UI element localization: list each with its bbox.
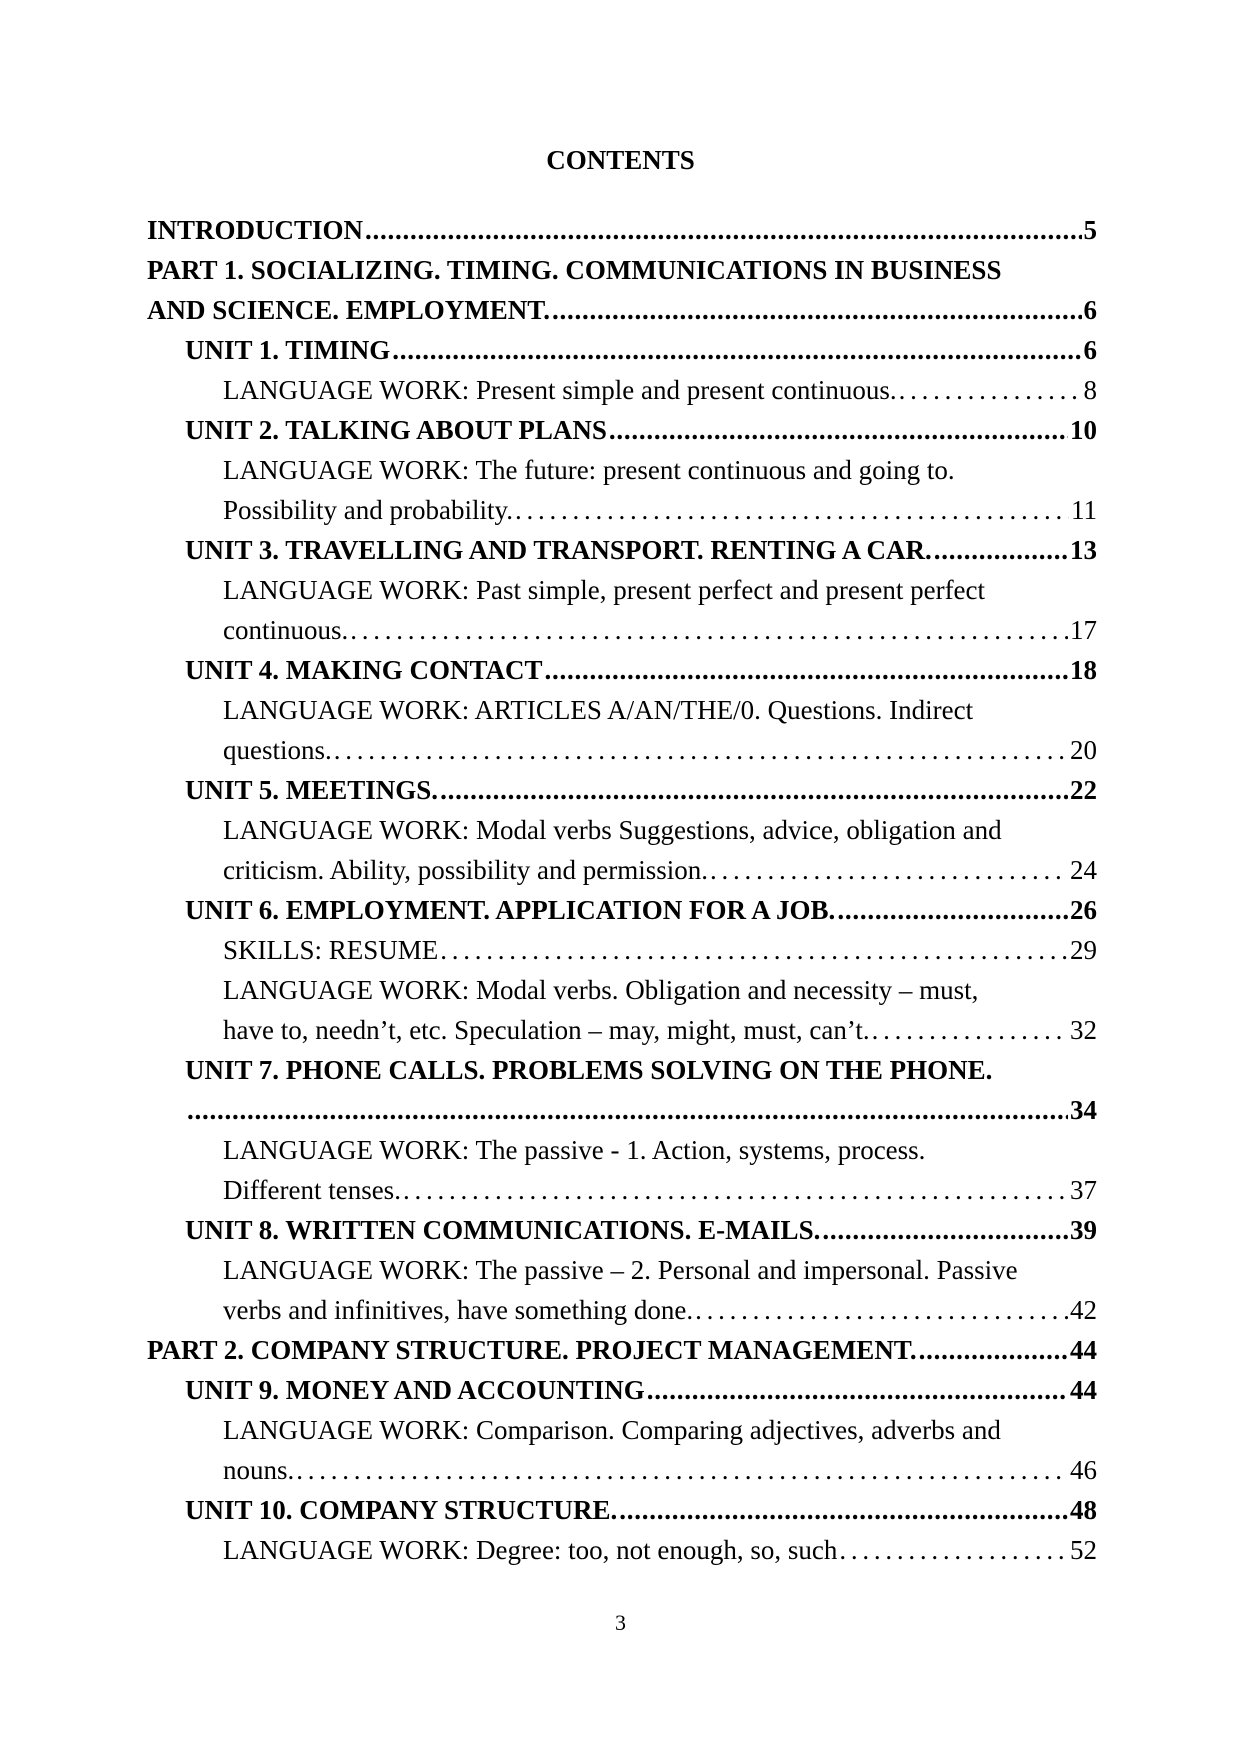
toc-page-number: 13 [1070,535,1097,565]
toc-entry-row [185,1370,1097,1410]
toc-entry-row [185,650,1097,690]
dot-leader [837,890,1068,930]
toc-page-number: 44 [1070,1375,1097,1405]
toc-page-number: 20 [1070,735,1097,765]
toc-page-number: 34 [1070,1095,1097,1125]
toc-entry-label: SKILLS: RESUME [223,935,439,965]
toc-entry-line: LANGUAGE WORK: Past simple, present perfect and present perfect [223,575,986,605]
dot-leader [545,650,1068,690]
toc-entry[interactable] [147,1330,1097,1370]
dot-leader [440,930,1068,970]
toc-entry[interactable] [185,1050,1097,1130]
toc-page-number: 10 [1070,415,1097,445]
toc-page-number: 24 [1070,855,1097,885]
toc-page-number: 22 [1070,775,1097,805]
toc-entry-row [223,1530,1097,1570]
toc-entry-label: UNIT 5. MEETINGS. [185,775,439,805]
toc-entry-line: LANGUAGE WORK: Modal verbs. Obligation and necessity – must, [223,975,979,1005]
toc-entry-line: LANGUAGE WORK: Comparison. Comparing adjectives, adverbs and [223,1415,1001,1445]
toc-entry-line: LANGUAGE WORK: The passive – 2. Personal and impersonal. Passive [223,1255,1018,1285]
toc-entry-row [185,890,1097,930]
toc-entry-row [223,930,1097,970]
toc-entry[interactable] [223,930,1097,970]
toc-entry-label: LANGUAGE WORK: Degree: too, not enough, so, such [223,1535,838,1565]
toc-entry-row [147,1330,1097,1370]
dot-leader [710,850,1068,890]
toc-entry-line: LANGUAGE WORK: The future: present continuous and going to. [223,455,955,485]
toc-entry-label: criticism. Ability, possibility and permission. [223,855,708,885]
toc-page-number: 17 [1070,615,1097,645]
toc-entry[interactable] [185,1370,1097,1410]
toc-entry[interactable] [185,1210,1097,1250]
toc-entry[interactable] [223,370,1097,410]
toc-entry-line: LANGUAGE WORK: The passive - 1. Action, systems, process. [223,1135,926,1165]
toc-entry-row [223,1450,1097,1490]
toc-entry-row [185,1210,1097,1250]
toc-entry-label: LANGUAGE WORK: Present simple and present continuous. [223,375,897,405]
toc-entry-row [185,330,1097,370]
toc-entry-row [223,730,1097,770]
dot-leader [695,1290,1068,1330]
toc-page-number: 11 [1071,495,1097,525]
toc-entry-label: Possibility and probability. [223,495,513,525]
toc-entry[interactable] [185,330,1097,370]
toc-entry-line: LANGUAGE WORK: ARTICLES A/AN/THE/0. Questions. Indirect [223,695,974,725]
toc-page-number: 37 [1070,1175,1097,1205]
table-of-contents [147,210,1097,1570]
toc-entry-row [185,1490,1097,1530]
toc-entry-label: UNIT 4. MAKING CONTACT [185,655,543,685]
dot-leader [872,1010,1068,1050]
toc-entry-row [185,410,1097,450]
toc-page-number: 26 [1070,895,1097,925]
toc-entry-label: AND SCIENCE. EMPLOYMENT. [147,295,551,325]
toc-entry[interactable] [223,1530,1097,1570]
toc-page-number: 42 [1070,1295,1097,1325]
toc-entry-label: UNIT 6. EMPLOYMENT. APPLICATION FOR A JOB. [185,895,836,925]
toc-page-number: 6 [1083,335,1097,365]
toc-entry-row [223,850,1097,890]
toc-page-number: 48 [1070,1495,1097,1525]
toc-page-number: 44 [1070,1335,1097,1365]
toc-entry-line: LANGUAGE WORK: Modal verbs Suggestions, advice, obligation and [223,815,1002,845]
toc-entry-label: INTRODUCTION [147,215,364,245]
toc-entry-label: verbs and infinitives, have something done. [223,1295,694,1325]
toc-entry-row [223,370,1097,410]
dot-leader [899,370,1082,410]
toc-entry-line: UNIT 7. PHONE CALLS. PROBLEMS SOLVING ON THE PHONE. [185,1055,993,1085]
toc-entry[interactable] [185,650,1097,690]
dot-leader [619,1490,1068,1530]
toc-entry-label: UNIT 10. COMPANY STRUCTURE. [185,1495,618,1525]
dot-leader [392,330,1081,370]
toc-page-number: 46 [1070,1455,1097,1485]
toc-entry[interactable] [223,1250,1097,1330]
toc-entry-label: Different tenses. [223,1175,401,1205]
toc-entry-label: UNIT 8. WRITTEN COMMUNICATIONS. E-MAILS. [185,1215,821,1245]
toc-entry-label: UNIT 1. TIMING [185,335,391,365]
toc-entry-label: UNIT 2. TALKING ABOUT PLANS [185,415,607,445]
toc-entry-label: PART 2. COMPANY STRUCTURE. PROJECT MANAGEMENT. [147,1335,917,1365]
toc-entry[interactable] [185,890,1097,930]
toc-page-number: 52 [1070,1535,1097,1565]
toc-page-number: 5 [1083,215,1097,245]
toc-entry-label: questions. [223,735,332,765]
toc-entry-row [185,530,1097,570]
dot-leader [822,1210,1068,1250]
toc-entry-row [223,490,1097,530]
toc-entry[interactable] [185,530,1097,570]
toc-entry[interactable] [223,690,1097,770]
toc-entry-row [223,610,1097,650]
toc-entry[interactable] [223,570,1097,650]
toc-entry-row [223,1170,1097,1210]
toc-entry[interactable] [223,450,1097,530]
toc-entry-label: nouns. [223,1455,295,1485]
toc-page-number: 39 [1070,1215,1097,1245]
toc-page-number: 6 [1083,295,1097,325]
toc-entry[interactable] [223,1410,1097,1490]
dot-leader [296,1450,1068,1490]
toc-entry-row [223,1290,1097,1330]
dot-leader [647,1370,1068,1410]
toc-entry-row [185,770,1097,810]
dot-leader [934,530,1068,570]
page-title: CONTENTS [546,145,695,175]
toc-entry[interactable] [185,770,1097,810]
toc-entry-row [223,1010,1097,1050]
toc-page-number: 18 [1070,655,1097,685]
page-number: 3 [615,1610,626,1635]
toc-page-number: 32 [1070,1015,1097,1045]
toc-entry-label: continuous. [223,615,349,645]
toc-entry[interactable] [147,210,1097,250]
toc-entry-row [147,210,1097,250]
dot-leader [839,1530,1068,1570]
dot-leader [403,1170,1068,1210]
toc-page-number: 8 [1083,375,1097,405]
dot-leader [187,1090,1068,1130]
dot-leader [334,730,1068,770]
toc-entry[interactable] [223,810,1097,890]
toc-entry-line: PART 1. SOCIALIZING. TIMING. COMMUNICATIONS IN BUSINESS [147,255,1002,285]
dot-leader [515,490,1069,530]
toc-entry-label: have to, needn’t, etc. Speculation – may, might, must, can’t. [223,1015,870,1045]
toc-entry[interactable] [185,1490,1097,1530]
dot-leader [365,210,1081,250]
dot-leader [350,610,1068,650]
toc-entry[interactable] [185,410,1097,450]
dot-leader [919,1330,1068,1370]
toc-page-number: 29 [1070,935,1097,965]
toc-entry-row [147,290,1097,330]
dot-leader [552,290,1081,330]
toc-entry-label: UNIT 3. TRAVELLING AND TRANSPORT. RENTING A CAR. [185,535,932,565]
toc-entry[interactable] [223,1130,1097,1210]
toc-entry[interactable] [147,250,1097,330]
dot-leader [609,410,1068,450]
toc-entry[interactable] [223,970,1097,1050]
toc-entry-label: UNIT 9. MONEY AND ACCOUNTING [185,1375,645,1405]
dot-leader [440,770,1068,810]
toc-entry-row [185,1090,1097,1130]
